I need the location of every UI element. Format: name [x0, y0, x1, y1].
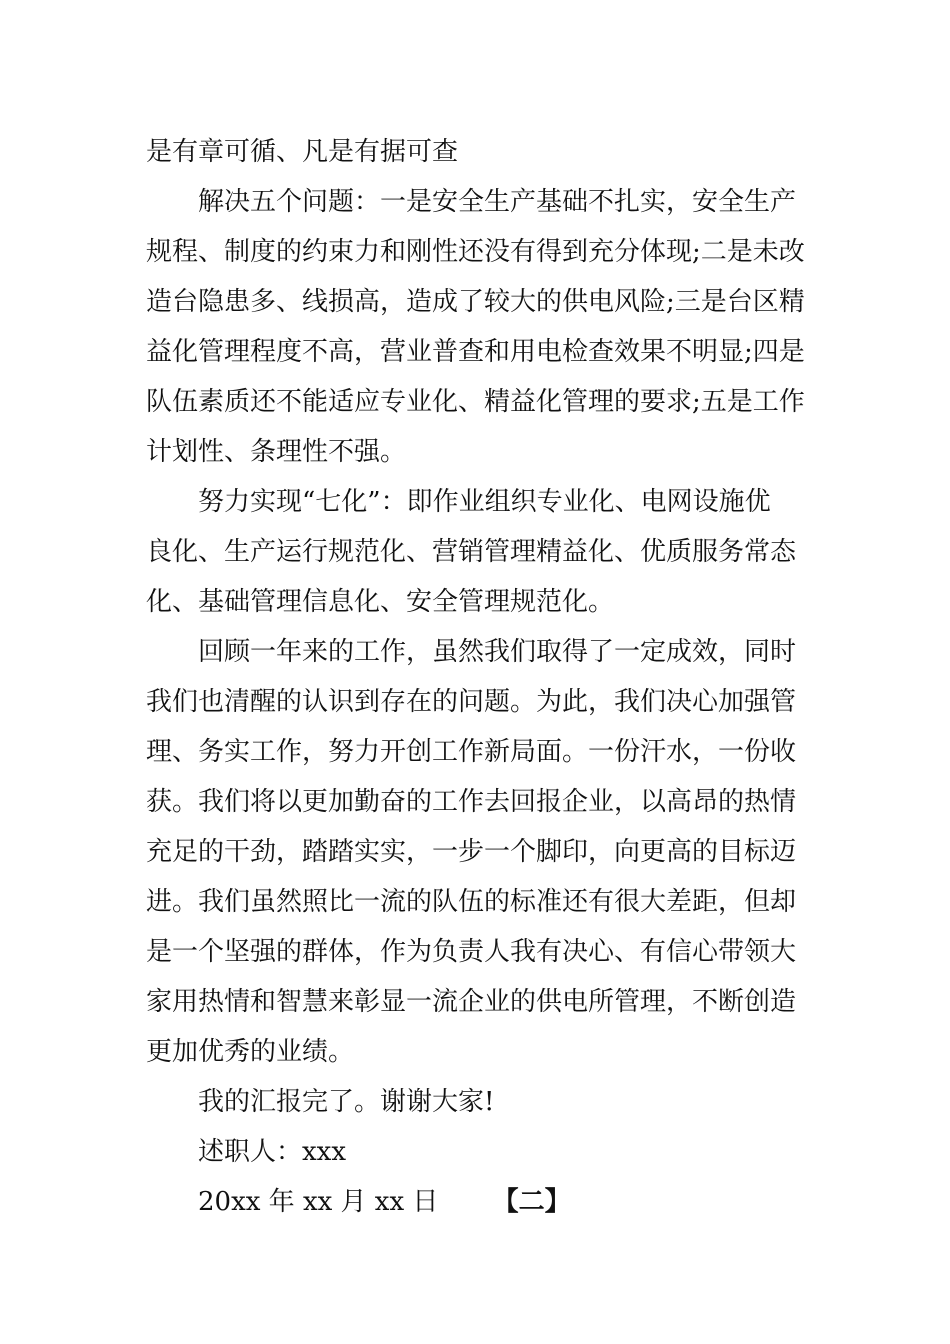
text-line: 益化管理程度不高，营业普查和用电检查效果不明显;四是 — [146, 337, 805, 367]
text-line: 充足的干劲，踏踏实实，一步一个脚印，向更高的目标迈 — [146, 837, 797, 867]
text-line: 规程、制度的约束力和刚性还没有得到充分体现;二是未改 — [146, 237, 805, 267]
closing-line: 我的汇报完了。谢谢大家! — [198, 1087, 495, 1117]
paragraph-first-line: 回顾一年来的工作，虽然我们取得了一定成效，同时 — [198, 637, 797, 667]
text-line: 良化、生产运行规范化、营销管理精益化、优质服务常态 — [146, 537, 797, 567]
text-line: 更加优秀的业绩。 — [146, 1037, 355, 1067]
date-row — [146, 1177, 816, 1227]
text-line: 理、务实工作，努力开创工作新局面。一份汗水，一份收 — [146, 737, 797, 767]
signature-line: 述职人：xxx — [198, 1137, 346, 1167]
date-text: 20xx 年 xx 月 xx 日 — [198, 1187, 439, 1217]
text-line: 计划性、条理性不强。 — [146, 437, 407, 467]
text-line: 我们也清醒的认识到存在的问题。为此，我们决心加强管 — [146, 687, 797, 717]
text-line: 进。我们虽然照比一流的队伍的标准还有很大差距，但却 — [146, 887, 797, 917]
text-line: 队伍素质还不能适应专业化、精益化管理的要求;五是工作 — [146, 387, 805, 417]
text-line: 是有章可循、凡是有据可查 — [146, 137, 459, 167]
document-body — [146, 127, 816, 1227]
text-line: 造台隐患多、线损高，造成了较大的供电风险;三是台区精 — [146, 287, 805, 317]
text-line: 家用热情和智慧来彰显一流企业的供电所管理，不断创造 — [146, 987, 797, 1017]
text-line: 化、基础管理信息化、安全管理规范化。 — [146, 587, 615, 617]
text-line: 获。我们将以更加勤奋的工作去回报企业，以高昂的热情 — [146, 787, 797, 817]
paragraph-first-line: 努力实现“七化”：即作业组织专业化、电网设施优 — [198, 487, 771, 517]
section-marker: 【二】 — [492, 1187, 571, 1217]
text-line: 是一个坚强的群体，作为负责人我有决心、有信心带领大 — [146, 937, 797, 967]
paragraph-first-line: 解决五个问题：一是安全生产基础不扎实，安全生产 — [198, 187, 797, 217]
